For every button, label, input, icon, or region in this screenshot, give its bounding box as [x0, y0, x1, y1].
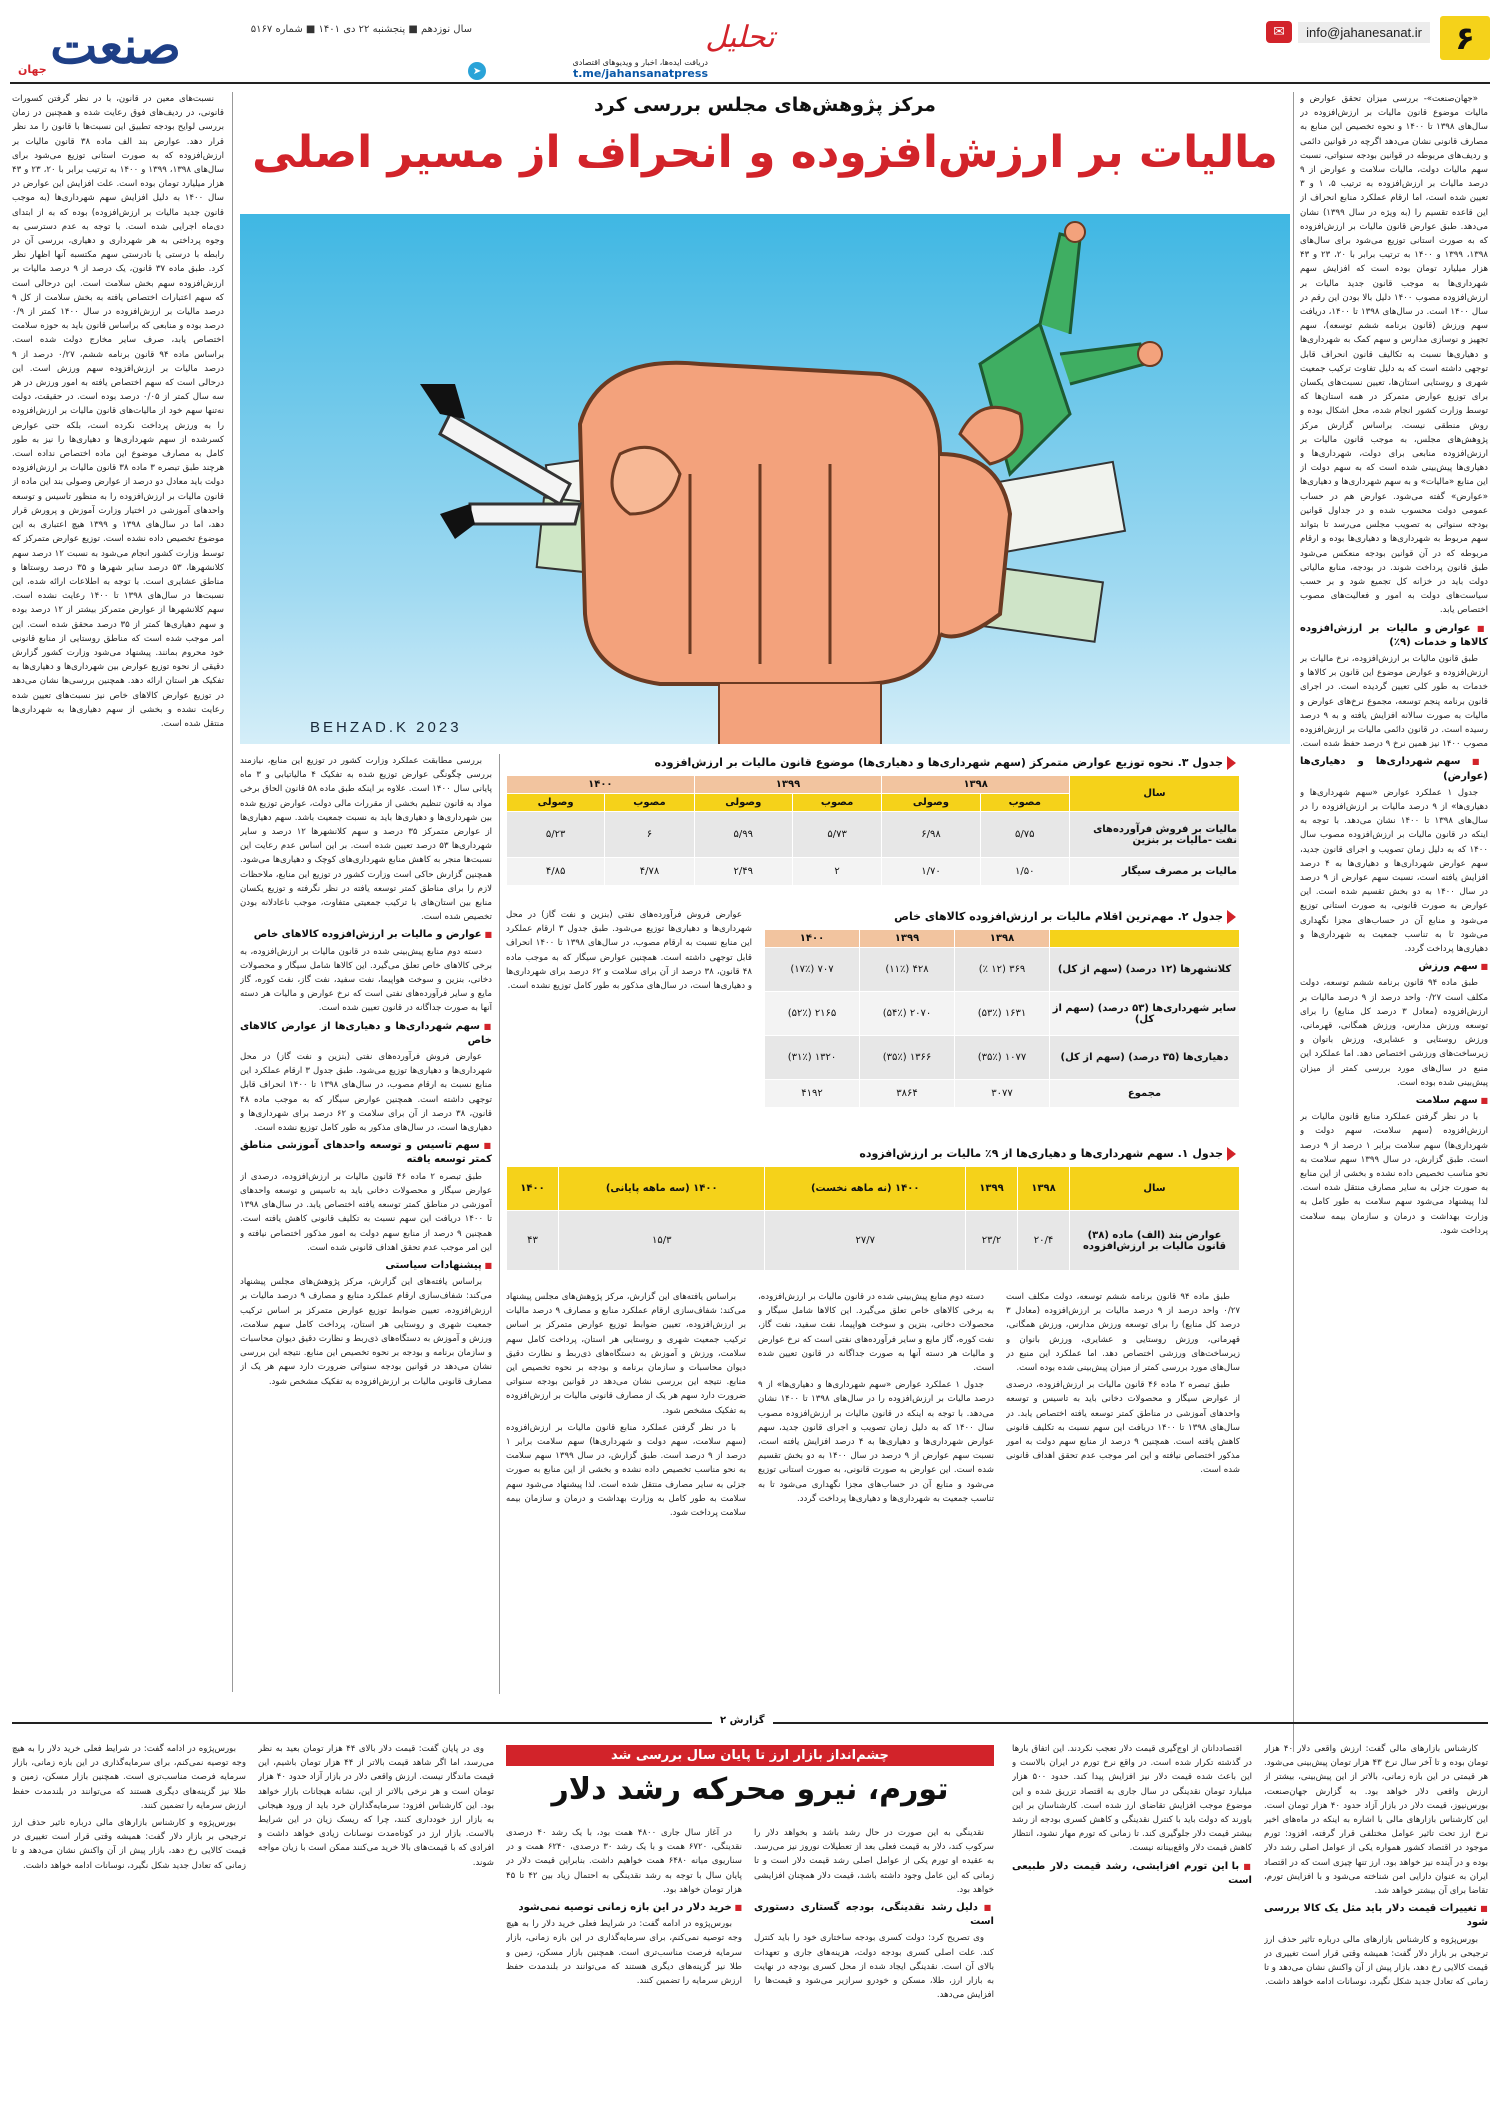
table-cell: ۱۶۳۱ (۵۳٪): [955, 992, 1050, 1036]
article-far-left-text: نسبت‌های معین در قانون، با در نظر گرفتن کسورات قانونی، در ردیف‌های فوق رعایت شده و همچنین در زمان بررسی لوایح بودجه تطبیق این نسبت‌ها با قانون را مد نظر قرار دهد. عوارض بند الف ماده ۳۸ قانون مالیات بر ارزش‌افزوده که به صورت استانی توزیع می‌شود برای سال‌های ۱۳۹۸، ۱۳۹۹ و ۱۴۰۰ به ترتیب برابر با ۲۰، ۲۳ و ۴۳ هزار میلیارد تومان بوده است. علت افزایش این عوارض در سال ۱۴۰۰ به دلیل افزایش سهم شهرداری‌ها (به موجب قانون جدید مالیات بر ارزش‌افزوده) بوده که به از ابتدای دی‌ماه اجرایی شده است. با توجه به عدم دسترسی به وجوه پرداختی به هر شهرداری و دهیاری، بررسی آن در رابطه با درستی یا نادرستی سهم مکتسبه آنها اظهار نظر کرد. طبق ماده ۳۷ قانون، یک درصد از ۹ درصد مالیات بر ارزش‌افزوده سهم بخش سلامت است. این درحالی است که سهم اعتبارات اختصاص یافته به بخش سلامت از کل ۹ درصد مالیات بر ارزش‌افزوده در سال ۱۴۰۰ کمتر از ۰/۹ درصد بوده و منابعی که براساس قانون باید به حوزه سلامت اختصاص یابد، صرف سایر مخارج دولت شده است. براساس ماده ۹۴ قانون برنامه ششم، ۰/۲۷ درصد از ۹ درصد مالیات بر ارزش‌افزوده سهم ورزش است. این درحالی است که سهم اختصاص یافته به امور ورزش در هر سه سال کمتر از ۰/۰۵ درصد بوده است. در حقیقت، دولت نه‌تنها سهم خود از مالیات‌های قانون مالیات بر ارزش‌افزوده را به ورزش پرداخت نکرده است، بلکه حتی عوارض کسرشده از سهم شهرداری‌ها و دهیاری‌ها را نیز به طور کامل به مصارف موضوع این ماده اختصاص نداده است. هرچند طبق تبصره ۳ ماده ۳۸ قانون مالیات بر ارزش‌افزوده دولت باید معادل دو درصد از عوارض وصولی بند این ماده از قانون مالیات بر ارزش‌افزوده را به منظور تاسیس و توسعه واحدهای آموزشی در اختیار وزارت آموزش و پرورش قرار دهد، اما در سال‌های ۱۳۹۸ و ۱۳۹۹ هیچ اعتباری به این موضوع تخصیص داده نشده است. توزیع عوارض متمرکز که توسط وزارت کشور انجام می‌شود به نسبت ۱۲ درصد سهم کلانشهرها، ۵۳ درصد سایر شهرها و ۳۵ درصد روستاها و مناطق عشایری است. با توجه به اطلاعات ارائه شده، این نسبت‌ها در سال‌های ۱۳۹۸ تا ۱۴۰۰ رعایت نشده است. سهم کلانشهرها از عوارض متمرکز بیشتر از ۱۲ درصد بوده و سهم دهیاری‌ها کمتر از ۳۵ درصد محقق شده است. این امر موجب شده است که مناطق روستایی از منابع قانونی خود محروم بمانند. پیشنهاد می‌شود وزارت کشور گزارش دقیقی از نحوه توزیع عوارض بین شهرداری‌ها و دهیاری‌ها به تفکیک هر استان ارائه دهد. همچنین بررسی‌ها نشان می‌دهد در توزیع عوارض کالاهای خاص نیز نسبت‌های تعیین شده رعایت نشده و بخشی از سهم دهیاری‌ها به شهرداری‌ها منتقل شده است.: [12, 94, 224, 729]
table-cell: ۲: [792, 858, 881, 886]
table-3-year: ۱۳۹۹: [694, 776, 882, 794]
article-col-right: [1300, 92, 1488, 1762]
table-3-grid: [506, 775, 1240, 886]
lower-text: بورس‌پژوه و کارشناس بازارهای مالی درباره تاثیر حذف ارز ترجیحی بر بازار دلار گفت: همیشه وقتی قرار است تغییری در قیمت کالایی رخ دهد، بازار پیش از آن واکنش نشان می‌دهد و تا زمانی که تعادل جدید شکل نگیرد، نوسانات ادامه خواهد داشت.: [12, 1818, 246, 1871]
table-1-header: ۱۳۹۸: [1018, 1167, 1070, 1211]
table-cell: ۵/۷۳: [792, 812, 881, 858]
lower-subhead-1: ■ تغییرات قیمت دلار باید مثل یک کالا بررسی شود: [1264, 1902, 1488, 1930]
lower-kicker: چشم‌انداز بازار ارز تا پایان سال بررسی شد: [506, 1745, 994, 1766]
cartoon: [240, 214, 1290, 744]
table-1-corner: سال: [1070, 1167, 1240, 1211]
fist: [580, 363, 1010, 744]
lower-subhead-2: ■ با این تورم افزایشی، رشد قیمت دلار طبیعی است: [1012, 1860, 1252, 1888]
table-3-year: ۱۴۰۰: [507, 776, 695, 794]
subhead-goods: ■ عوارض و مالیات بر ارزش‌افزوده کالاها و خدمات (۹٪): [1300, 622, 1488, 650]
below-text: دسته دوم منابع پیش‌بینی شده در قانون مالیات بر ارزش‌افزوده، به برخی کالاهای خاص تعلق می‌گیرد. این کالاها شامل سیگار و محصولات دخانی، بنزین و سوخت هواپیما، نفت سفید، نفت گاز، نفت کوره، گاز مایع و سایر فرآورده‌های نفتی است که نرخ عوارض و مالیات هر دسته آنها به صورت جداگانه در قانون تعیین شده است.: [758, 1292, 994, 1374]
table-cell: ۲/۴۹: [694, 858, 792, 886]
table-2-year: ۱۴۰۰: [765, 930, 860, 948]
table-cell: ۷۰۷ (۱۷٪): [765, 948, 860, 992]
section-title: تحلیل: [705, 20, 775, 55]
lower-text: در آغاز سال جاری ۴۸۰۰ همت بود، با یک رشد ۴۰ درصدی نقدینگی، ۶۷۲۰ همت و با یک رشد ۳۰ درصدی، ۶۲۴۰ همت و در سناریوی میانه ۶۴۸۰ همت خواهیم داشت. بنابراین قیمت دلار در پایان سال با توجه به رشد نقدینگی به احتمال زیاد بین ۴۲ تا ۴۵ هزار تومان خواهد بود.: [506, 1828, 742, 1895]
cartoon-signature: BEHZAD.K 2023: [310, 719, 462, 736]
table-cell: ۶/۹۸: [882, 812, 980, 858]
report-label: گزارش ۲: [712, 1715, 773, 1726]
divider: [1293, 92, 1294, 1752]
table-cell: ۱۵/۳: [559, 1211, 765, 1271]
lower-col-3: [754, 1826, 994, 2112]
lower-col-4: [506, 1826, 742, 2112]
table-cell: ۴/۸۵: [507, 858, 605, 886]
table-1-grid: [506, 1166, 1240, 1271]
table-cell: ۲۰/۴: [1018, 1211, 1070, 1271]
article-lead: «جهان‌صنعت»- بررسی میزان تحقق عوارض و مالیات موضوع قانون مالیات بر ارزش‌افزوده در سال‌های ۱۳۹۸ تا ۱۴۰۰ و نحوه تخصیص این منابع به مصارف قانونی نشان می‌دهد اگرچه در قوانین دائمی و ردیف‌های مربوطه در قوانین بودجه سنواتی، نسبت سهم مالیات دولت، مالیات سلامت و عوارض از ۹ درصد مالیات بر ارزش‌افزوده به ترتیب ۵، ۱ و ۳ تعیین شده است، اما ارقام عملکرد منابع انحراف از این قاعده تقسیم را (به ویژه در سال ۱۳۹۹) نشان می‌دهد. طبق عوارض قانون مالیات بر ارزش‌افزوده که به صورت استانی توزیع می‌شود برای سال‌های ۱۳۹۸، ۱۳۹۹ و ۱۴۰۰ به ترتیب برابر با ۲۰، ۲۳ و ۴۳ هزار میلیارد تومان بوده است که افزایش سهم شهرداری‌ها به موجب قانون جدید مالیات بر ارزش‌افزوده مصوب ۱۴۰۰ دلیل بالا بودن این رقم در سال ۱۴۰۰ است. در سال‌های ۱۳۹۸ تا ۱۴۰۰، دریافت سهم ورزش (قانون برنامه ششم توسعه)، سهم تجهیز و نوسازی مدارس و سهم کمک به شهرداری‌ها و دهیاری‌ها نسبت به تکالیف قانون انحراف قابل توجهی داشته است که به دلیل تفاوت ترکیب جمعیت شهری و روستایی استان‌ها، تعیین نسبت‌های یکسان برای توزیع عوارض متمرکز در همه استان‌ها که توسط وزارت کشور انجام شده، محل اشکال بوده و روش منطقی نیست. براساس گزارش مرکز پژوهش‌های مجلس، به موجب قانون مالیات بر ارزش‌افزوده منابعی برای دولت، شهرداری‌ها و دهیاری‌ها پیش‌بینی شده است که به سهم دولت از این منابع «مالیات» و به سهم شهرداری‌ها و دهیاری‌ها «عوارض» گفته می‌شود. عوارض هم در حساب عمومی دولت محسوب شده و در جداول قوانین بودجه سنواتی به تصویب مجلس می‌رسد تا بتواند سهم مربوط به شهرداری‌ها و دهیاری‌ها بوده و ارقام مربوطه که در آن قوانین بودجه منعکس می‌شود طبق قانون پرداخت شوند. در بودجه، منابع مالیاتی دولت باید در خزانه کل تجمیع شود و بر حسب سیاست‌های دولت به امور و فعالیت‌های مصوب اختصاص یابد.: [1300, 94, 1488, 616]
article-title: مالیات بر ارزش‌افزوده و انحراف از مسیر اصلی: [252, 127, 1278, 178]
lower-subhead-3: ■ دلیل رشد نقدینگی، بودجه گستاری دستوری است: [754, 1901, 994, 1929]
lower-headline: [506, 1745, 994, 1821]
table-row: [507, 858, 1240, 886]
table-row-label: مالیات بر فروش فرآورده‌های نفت -مالیات بر بنزین: [1070, 812, 1240, 858]
lower-text: کارشناس بازارهای مالی گفت: ارزش واقعی دلار ۴۰ هزار تومان بوده و تا آخر سال نرخ ۴۳ هزار تومان پیش‌بینی می‌شود. هر قیمتی در این بازه زمانی، بالاتر از این پیش‌بینی، بیشتر از ارزش واقعی دلار خواهد بود. به گزارش جهان‌صنعت، بورس‌نیوز، قیمت دلار در بازار آزاد حدود ۴۰ هزار تومان است. این کارشناس بازارهای مالی با اشاره به اینکه در ماه‌های اخیر نرخ ارز تحت تاثیر عوامل مختلفی قرار گرفته، افزود: تورم موجود در اقتصاد کشور همواره یکی از عوامل اصلی رشد دلار بوده و در آینده نیز خواهد بود. ارز تنها چیزی است که در اقتصاد ایران به عنوان دارایی امن شناخته می‌شود و با افزایش تورم، تقاضا برای آن بیشتر خواهد شد.: [1264, 1744, 1488, 1897]
below-tables-col-3: [506, 1290, 746, 1695]
lower-text: بورس‌پژوه در ادامه گفت: در شرایط فعلی خرید دلار را به هیچ وجه توصیه نمی‌کنم، برای سرمایه‌گذاری در این بازه زمانی، بازار سرمایه فرصت مناسب‌تری است. همچنین بازار مسکن، زمین و طلا نیز گزینه‌های دیگری هستند که می‌توانند در بلندمدت حفظ ارزش سرمایه را تضمین کنند.: [506, 1919, 742, 1987]
table-1-title: جدول ۱. سهم شهرداری‌ها و دهیاری‌ها از ۹٪ مالیات بر ارزش‌افزوده: [506, 1145, 1240, 1163]
side-text: عوارض فروش فرآورده‌های نفتی (بنزین و نفت گاز) در محل شهرداری‌ها و دهیاری‌ها توزیع می‌شود. طبق جدول ۳ ارقام عملکرد این منابع نسبت به ارقام مصوب، در سال‌های ۱۳۹۸ تا ۱۴۰۰ انحراف قابل توجهی داشته است. همچنین عوارض سیگار که به موجب ماده ۴۸ قانون، ۳۸ درصد از آن برای سلامت و ۶۲ درصد برای شهرداری‌ها و دهیاری‌ها است، در سال‌های مذکور به طور کامل توزیع نشده است.: [506, 910, 752, 992]
table-cell: ۵/۲۳: [507, 812, 605, 858]
table-row: [765, 1036, 1240, 1080]
below-tables-col-2: [758, 1290, 994, 1695]
lower-text: وی در پایان گفت: قیمت دلار بالای ۴۴ هزار تومان بعید به نظر می‌رسد، اما اگر شاهد قیمت بالاتر از ۴۴ هزار تومان باشیم، این قیمت ماندگار نیست. ارزش واقعی دلار در بازار آزاد حدود ۴۰ هزار تومان است و هر نرخی بالاتر از این، نشانه هیجانات بازار خواهد بود. این کارشناس افزود: سرمایه‌گذاران خرد باید از ورود هیجانی به بازار ارز خودداری کنند، چرا که ریسک زیان در این شرایط بالاست. بازار ارز در کوتاه‌مدت نوسانات زیادی خواهد داشت و افرادی که با قیمت‌های بالا خرید می‌کنند ممکن است با زیان مواجه شوند.: [258, 1744, 494, 1868]
table-3-subheader: وصولی: [882, 794, 980, 812]
below-text: جدول ۱ عملکرد عوارض «سهم شهرداری‌ها و دهیاری‌ها» از ۹ درصد مالیات بر ارزش‌افزوده را در سال‌های ۱۳۹۸ تا ۱۴۰۰ نشان می‌دهد. با توجه به اینکه در قانون مالیات بر ارزش‌افزوده مصوب سال ۱۴۰۰ که به دلیل زمان تصویب و اجرای قانون جدید، سهم عوارض شهرداری‌ها و دهیاری‌ها به ۴ درصد افزایش یافته است، نسبت سهم عوارض از ۹ درصد در سال ۱۴۰۰ به دو بخش تقسیم شده است. این عوارض به صورت قانونی، به صورت استانی توزیع می‌شود و منابع آن در حساب‌های مجزا نگهداری می‌شود تا به تناسب جمعیت به شهرداری‌ها و دهیاری‌ها پرداخت گردد.: [758, 1380, 994, 1504]
table-row-label: کلانشهرها (۱۲ درصد) (سهم از کل): [1050, 948, 1240, 992]
report-divider: [12, 1715, 1488, 1736]
below-text: طبق ماده ۹۴ قانون برنامه ششم توسعه، دولت مکلف است ۰/۲۷ واحد درصد از ۹ درصد مالیات بر ارزش‌افزوده (معادل ۳ درصد کل منابع) را برای توسعه ورزش مدارس، ورزش همگانی، قهرمانی، ورزش روستایی و عشایری، ورزش بانوان و زیرساخت‌های ورزشی اختصاص دهد. اما عملکرد این منبع در سال‌های مورد بررسی کمتر از میزان پیش‌بینی شده بوده است.: [1006, 1292, 1240, 1374]
fist-cartoon: [240, 214, 1290, 744]
table-row-label: مجموع: [1050, 1080, 1240, 1108]
table-cell: ۲۷/۷: [765, 1211, 966, 1271]
lower-text: بورس‌پژوه و کارشناس بازارهای مالی درباره تاثیر حذف ارز ترجیحی بر بازار دلار گفت: همیشه وقتی قرار است تغییری در قیمت کالایی رخ دهد، بازار پیش از آن واکنش نشان می‌دهد و تا زمانی که تعادل جدید شکل نگیرد، نوسانات ادامه خواهد داشت.: [1264, 1934, 1488, 1988]
table-2-title: جدول ۲. مهم‌ترین اقلام مالیات بر ارزش‌افزوده کالاهای خاص: [764, 908, 1240, 926]
page-number-box: [1440, 16, 1490, 60]
table-cell: ۲۳/۲: [966, 1211, 1018, 1271]
telegram-link[interactable]: t.me/jahansanatpress: [573, 67, 708, 80]
table-1-header: ۱۴۰۰ (سه ماهه پایانی): [559, 1167, 765, 1211]
table-3-subheader: وصولی: [694, 794, 792, 812]
table-row: [507, 812, 1240, 858]
table-2-year: ۱۳۹۸: [955, 930, 1050, 948]
below-tables-col-1: [1006, 1290, 1240, 1695]
subhead-municipal: ■ سهم شهرداری‌ها و دهیاری‌ها (عوارض): [1300, 755, 1488, 783]
table-cell: ۳۶۹ (۱۲ ٪): [955, 948, 1050, 992]
article-municipal-text: جدول ۱ عملکرد عوارض «سهم شهرداری‌ها و دهیاری‌ها» از ۹ درصد مالیات بر ارزش‌افزوده را در سال‌های ۱۳۹۸ تا ۱۴۰۰ نشان می‌دهد. با توجه به اینکه در قانون مالیات بر ارزش‌افزوده مصوب سال ۱۴۰۰ که به دلیل زمان تصویب و اجرای قانون جدید، سهم عوارض شهرداری‌ها و دهیاری‌ها به ۴ درصد افزایش یافته است، نسبت سهم عوارض از ۹ درصد در سال ۱۴۰۰ به دو بخش تقسیم شده است. این عوارض به صورت قانونی، به صورت استانی توزیع می‌شود و منابع آن در حساب‌های مجزا نگهداری می‌شود تا به تناسب جمعیت به شهرداری‌ها و دهیاری‌ها پرداخت گردد.: [1300, 787, 1488, 954]
article-health-text: با در نظر گرفتن عملکرد منابع قانون مالیات بر ارزش‌افزوده (سهم سلامت، سهم دولت و شهرداری‌ها) سهم سلامت برابر ۱ درصد از ۹ درصد است. طبق گزارش، در سال ۱۳۹۹ سهم سلامت به نحو مناسب تخصیص داده نشده و بخشی از این منابع به صورت جزئی به سایر مصارف منتقل شده است. لذا پیشنهاد می‌شود سهم سلامت به طور کامل به وزارت بهداشت و درمان و سازمان بیمه سلامت پرداخت شود.: [1300, 1112, 1488, 1236]
subhead-health: ■ سهم سلامت: [1300, 1094, 1488, 1108]
table-2-grid: [764, 929, 1240, 1108]
subhead-edu: ■ سهم تاسیس و توسعه واحدهای آموزشی مناطق کمتر توسعه یافته: [240, 1139, 492, 1167]
table-cell: ۴۱۹۲: [765, 1080, 860, 1108]
table-cell: ۴/۷۸: [605, 858, 694, 886]
article-goods-text: طبق قانون مالیات بر ارزش‌افزوده، نرخ مالیات بر ارزش‌افزوده و عوارض موضوع این قانون بر کالاها و خدمات به طور کلی تعیین گردیده است. در اجرای قانون برنامه پنجم توسعه، مجموع نرخ‌های عوارض و مالیات به صورت سالانه افزایش یافته و به ۹ درصد رسیده است. در قانون دائمی مالیات بر ارزش‌افزوده مصوب ۱۴۰۰ نیز همین نرخ ۹ درصد حفظ شده است.: [1300, 653, 1488, 750]
table-3-year: ۱۳۹۸: [882, 776, 1070, 794]
table-2-corner: [1050, 930, 1240, 948]
table-cell: ۵/۹۹: [694, 812, 792, 858]
lower-text: وی تصریح کرد: دولت کسری بودجه ساختاری خود را باید کنترل کند. علت اصلی کسری بودجه دولت، هزینه‌های جاری و تعهدات بالای آن است. نقدینگی ایجاد شده از محل کسری بودجه در نهایت به بازار ارز، طلا، مسکن و خودرو سرازیر می‌شود و قیمت‌ها را افزایش می‌دهد.: [754, 1933, 994, 2001]
article-sport-text: طبق ماده ۹۴ قانون برنامه ششم توسعه، دولت مکلف است ۰/۲۷ واحد درصد از ۹ درصد مالیات بر ارزش‌افزوده (معادل ۳ درصد کل منابع) را برای توسعه ورزش مدارس، ورزش همگانی، قهرمانی، ورزش روستایی و عشایری، ورزش بانوان و زیرساخت‌های ورزشی اختصاص دهد. اما عملکرد این منبع در سال‌های مورد بررسی کمتر از میزان پیش‌بینی شده بوده است.: [1300, 978, 1488, 1088]
lower-col-1: [1264, 1742, 1488, 2112]
table-3-corner: سال: [1070, 776, 1240, 812]
table-cell: ۳۰۷۷: [955, 1080, 1050, 1108]
table-cell: ۴۳: [507, 1211, 559, 1271]
table-cell: ۲۱۶۵ (۵۲٪): [765, 992, 860, 1036]
table-3-subheader: مصوب: [980, 794, 1069, 812]
logo-small: جهان: [18, 63, 47, 76]
table-2-year: ۱۳۹۹: [860, 930, 955, 948]
table-row: [765, 1080, 1240, 1108]
telegram-icon: ➤: [468, 62, 486, 80]
table-row-label: مالیات بر مصرف سیگار: [1070, 858, 1240, 886]
man-legs: [420, 384, 580, 539]
article-col-far-left: [12, 92, 224, 1697]
below-text: براساس یافته‌های این گزارش، مرکز پژوهش‌های مجلس پیشنهاد می‌کند: شفاف‌سازی ارقام عملکرد منابع و مصارف ۹ درصد مالیات بر ارزش‌افزوده، تعیین ضوابط توزیع عوارض متمرکز بر اساس ترکیب جمعیت شهری و روستایی هر استان، پرداخت کامل سهم سلامت، ورزش و آموزش به دستگاه‌های ذی‌ربط و نظارت دقیق دیوان محاسبات و سازمان برنامه و بودجه بر نحوه تخصیص این منابع. نتیجه این بررسی نشان می‌دهد در قوانین بودجه سنواتی ضرورت دارد سهم هر یک از مصارف قانونی مالیات بر ارزش‌افزوده به تفکیک مشخص شود.: [506, 1292, 746, 1416]
page-number: ۶: [1455, 19, 1475, 57]
article-kicker: مرکز پژوهش‌های مجلس بررسی کرد: [594, 94, 936, 116]
email-address[interactable]: info@jahanesanat.ir: [1298, 22, 1430, 43]
table-row: [765, 948, 1240, 992]
table-3: [506, 754, 1240, 886]
table-cell: ۶: [605, 812, 694, 858]
lower-text: بورس‌پژوه در ادامه گفت: در شرایط فعلی خرید دلار را به هیچ وجه توصیه نمی‌کنم، برای سرمایه‌گذاری در این بازه زمانی، بازار سرمایه فرصت مناسب‌تری است. همچنین بازار مسکن، زمین و طلا نیز گزینه‌های دیگری هستند که می‌توانند در بلندمدت حفظ ارزش سرمایه را تضمین کنند.: [12, 1744, 246, 1811]
table-cell: ۱/۵۰: [980, 858, 1069, 886]
divider: [232, 92, 233, 1692]
mid-left-text-4: طبق تبصره ۲ ماده ۴۶ قانون مالیات بر ارزش‌افزوده، درصدی از عوارض سیگار و محصولات دخانی باید به تاسیس و توسعه واحدهای آموزشی در مناطق کمتر توسعه یافته اختصاص یابد. در سال‌های ۱۳۹۸ تا ۱۴۰۰ دریافت این سهم نسبت به تکلیف قانونی کاهش یافته است. همچنین ۹ درصد از منابع سهم دولت به امور مذکور اختصاص نیافته و این امر موجب عدم تحقق اهداف قانونی شده است.: [240, 1171, 492, 1253]
logo-main: صنعت: [50, 16, 181, 75]
table-3-subheader: وصولی: [507, 794, 605, 812]
table-cell: ۱۳۲۰ (۳۱٪): [765, 1036, 860, 1080]
subhead-special: ■ عوارض و مالیات بر ارزش‌افزوده کالاهای خاص: [240, 928, 492, 942]
logo: [12, 14, 187, 80]
table-3-subheader: مصوب: [605, 794, 694, 812]
table-row-label: سایر شهرداری‌ها (۵۳ درصد) (سهم از کل): [1050, 992, 1240, 1036]
below-text: طبق تبصره ۲ ماده ۴۶ قانون مالیات بر ارزش‌افزوده، درصدی از عوارض سیگار و محصولات دخانی باید به تاسیس و توسعه واحدهای آموزشی در مناطق کمتر توسعه یافته اختصاص یابد. در سال‌های ۱۳۹۸ تا ۱۴۰۰ دریافت این سهم نسبت به تکلیف قانونی کاهش یافته است. همچنین ۹ درصد از منابع سهم دولت به امور مذکور اختصاص نیافته و این امر موجب عدم تحقق اهداف قانونی شده است.: [1006, 1380, 1240, 1476]
table-cell: ۱/۷۰: [882, 858, 980, 886]
table-cell: ۳۸۶۴: [860, 1080, 955, 1108]
email-block[interactable]: [1266, 20, 1430, 44]
table-cell: ۱۳۶۶ (۳۵٪): [860, 1036, 955, 1080]
issue-line: سال نوزدهم ■ پنجشنبه ۲۲ دی ۱۴۰۱ ■ شماره ۵۱۶۷: [250, 24, 472, 35]
table-row-label: عوارض بند (الف) ماده (۳۸) قانون مالیات بر ارزش‌افزوده: [1070, 1211, 1240, 1271]
lower-col-2: [1012, 1742, 1252, 2112]
article-col-mid-left: [240, 754, 492, 1694]
man-figure: [960, 222, 1162, 474]
masthead-rule: [10, 82, 1490, 84]
table-1: [506, 1145, 1240, 1271]
table-row: [507, 1211, 1240, 1271]
table-row: [765, 992, 1240, 1036]
table-3-title: جدول ۳. نحوه توزیع عوارض متمرکز (سهم شهرداری‌ها و دهیاری‌ها) موضوع قانون مالیات بر ارزش‌افزوده: [506, 754, 1240, 772]
headline-block: [240, 94, 1290, 214]
table-1-header: ۱۴۰۰: [507, 1167, 559, 1211]
mid-left-text: بررسی مطابقت عملکرد وزارت کشور در توزیع این منابع، نیازمند بررسی چگونگی عوارض توزیع شده به تفکیک ۴ مالیاتیابی و ۳ ماه پایانی سال ۱۴۰۰ است. علاوه بر اینکه طبق ماده ۵۸ قانون الحاق برخی مواد به قانون تنظیم بخشی از مقررات مالی دولت، عوارض توزیع شده بین شهرداری‌ها و دهیاری‌ها باید به نسبت جمعیت باشد. سهم دهیاری‌ها از عوارض متمرکز ۳۵ درصد و سهم کلانشهرها ۱۲ درصد و سایر شهرداری‌ها ۵۳ درصد تعیین شده است. بر این اساس عدم رعایت این نسبت‌ها منجر به کاهش منابع شهرداری‌های کوچک و دهیاری‌ها می‌شود. همچنین گزارش حاکی است وزارت کشور در توزیع این منابع، ملاحظات لازم را برای مناطق کمتر توسعه یافته در نظر نگرفته و توزیع یکسان منابع بین استان‌های با ترکیب جمعیتی متفاوت، موجب ناعادلانه بودن تخصیص شده است.: [240, 756, 492, 923]
mid-left-text-5: براساس یافته‌های این گزارش، مرکز پژوهش‌های مجلس پیشنهاد می‌کند: شفاف‌سازی ارقام عملکرد منابع و مصارف ۹ درصد مالیات بر ارزش‌افزوده، تعیین ضوابط توزیع عوارض متمرکز بر اساس ترکیب جمعیت شهری و روستایی هر استان، پرداخت کامل سهم سلامت، ورزش و آموزش به دستگاه‌های ذی‌ربط و نظارت دقیق دیوان محاسبات و سازمان برنامه و بودجه بر نحوه تخصیص این منابع. نتیجه این بررسی نشان می‌دهد در قوانین بودجه سنواتی ضرورت دارد سهم هر یک از مصارف قانونی مالیات بر ارزش‌افزوده به تفکیک مشخص شود.: [240, 1277, 492, 1387]
subhead-suggest: ■ پیشنهادات سیاستی: [240, 1259, 492, 1273]
table-cell: ۴۲۸ (۱۱٪): [860, 948, 955, 992]
table-3-subheader: مصوب: [792, 794, 881, 812]
mid-left-text-2: دسته دوم منابع پیش‌بینی شده در قانون مالیات بر ارزش‌افزوده، به برخی کالاهای خاص تعلق می‌گیرد. این کالاها شامل سیگار و محصولات دخانی، بنزین و سوخت هواپیما، نفت سفید، نفت گاز، نفت کوره، گاز مایع و سایر فرآورده‌های نفتی است که نرخ عوارض و مالیات هر دسته آنها به صورت جداگانه در قانون تعیین شده است.: [240, 946, 492, 1014]
below-text: با در نظر گرفتن عملکرد منابع قانون مالیات بر ارزش‌افزوده (سهم سلامت، سهم دولت و شهرداری‌ها) سهم سلامت برابر ۱ درصد از ۹ درصد است. طبق گزارش، در سال ۱۳۹۹ سهم سلامت به نحو مناسب تخصیص داده نشده و بخشی از این منابع به صورت جزئی به سایر مصارف منتقل شده است. لذا پیشنهاد می‌شود سهم سلامت به طور کامل به وزارت بهداشت و درمان و سازمان بیمه سلامت پرداخت شود.: [506, 1422, 746, 1519]
table-cell: ۵/۷۵: [980, 812, 1069, 858]
table-2-box: [764, 908, 1240, 1108]
masthead: [10, 8, 1490, 84]
lower-text: اقتصاددانان از اوج‌گیری قیمت دلار تعجب نکردند. این اتفاق بارها در گذشته تکرار شده است. در واقع نرخ تورم در ایران بالاست و این باعث شده قیمت دلار نیز افزایش پیدا کند. حدود ۵۰۰ هزار میلیارد تومان نقدینگی در سال جاری به اقتصاد تزریق شده و این موضوع موجب افزایش تقاضای ارز شده است. کارشناسان بر این باورند که دولت باید با کنترل نقدینگی و کاهش کسری بودجه از رشد بیشتر قیمت دلار جلوگیری کند. تا زمانی که تورم مهار نشود، انتظار کاهش قیمت دلار واقع‌بینانه نیست.: [1012, 1744, 1252, 1854]
lower-col-6: [12, 1742, 246, 2112]
table-1-header: ۱۴۰۰ (نه ماهه نخست): [765, 1167, 966, 1211]
mid-left-text-3: عوارض فروش فرآورده‌های نفتی (بنزین و نفت گاز) در محل شهرداری‌ها و دهیاری‌ها توزیع می‌شود. طبق جدول ۳ ارقام عملکرد این منابع نسبت به ارقام مصوب، در سال‌های ۱۳۹۸ تا ۱۴۰۰ انحراف قابل توجهی داشته است. همچنین عوارض سیگار که به موجب ماده ۴۸ قانون، ۳۸ درصد از آن برای سلامت و ۶۲ درصد برای شهرداری‌ها و دهیاری‌ها است، در سال‌های مذکور به طور کامل توزیع نشده است.: [240, 1052, 492, 1134]
lower-title: تورم، نیرو محرکه رشد دلار: [551, 1772, 949, 1807]
telegram-label: دریافت ایده‌ها، اخبار و ویدیوهای اقتصادی: [572, 58, 708, 67]
table-row-label: دهیاری‌ها (۳۵ درصد) (سهم از کل): [1050, 1036, 1240, 1080]
table-cell: ۱۰۷۷ (۳۵٪): [955, 1036, 1050, 1080]
table-cell: ۲۰۷۰ (۵۴٪): [860, 992, 955, 1036]
lower-subhead-4: ■ خرید دلار در این بازه زمانی توصیه نمی‌شود: [506, 1901, 742, 1915]
lower-col-5: [258, 1742, 494, 2112]
table-1-header: ۱۳۹۹: [966, 1167, 1018, 1211]
lower-text: نقدینگی به این صورت در حال رشد باشد و بخواهد دلار را سرکوب کند، دلار به قیمت فعلی بعد از تعطیلات نوروز نیز می‌رسد. به عقیده او تورم یکی از عوامل اصلی رشد قیمت دلار است و تا زمانی که این عامل وجود داشته باشد، قیمت دلار همچنان افزایشی خواهد بود.: [754, 1828, 994, 1895]
divider: [499, 754, 500, 1694]
subhead-sport: ■ سهم ورزش: [1300, 960, 1488, 974]
email-icon: ✉: [1266, 21, 1292, 43]
subhead-spec-share: ■ سهم شهرداری‌ها و دهیاری‌ها از عوارض کالاهای خاص: [240, 1020, 492, 1048]
